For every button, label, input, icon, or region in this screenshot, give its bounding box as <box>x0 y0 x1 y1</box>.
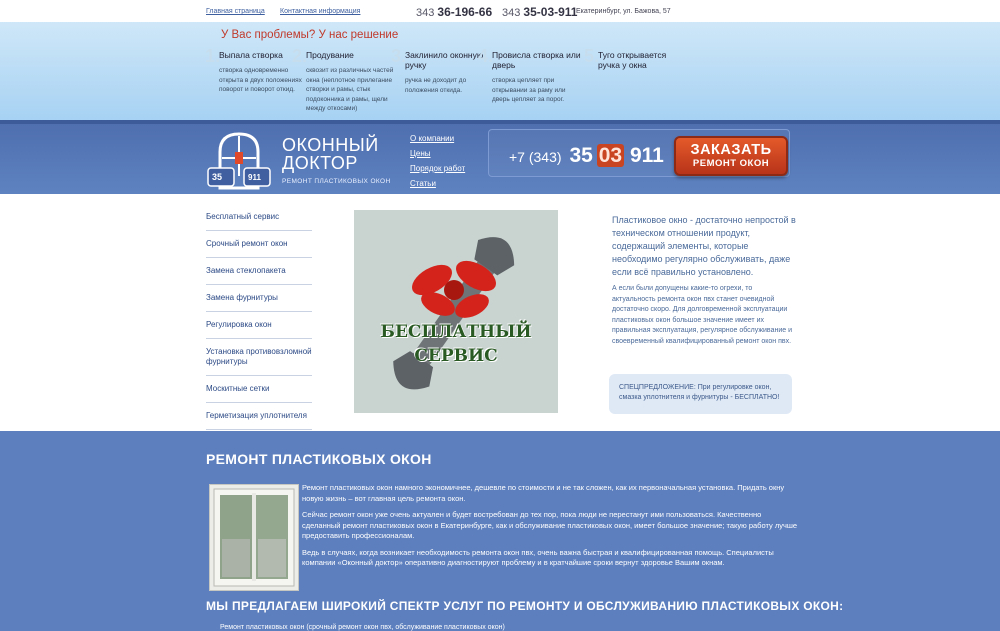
window-photo <box>209 484 299 591</box>
problems-title: У Вас проблемы? У нас решение <box>221 29 399 41</box>
top-bar <box>0 0 1000 22</box>
services-heading: МЫ ПРЕДЛАГАЕМ ШИРОКИЙ СПЕКТР УСЛУГ ПО РЕМОНТУ И ОБСЛУЖИВАНИЮ ПЛАСТИКОВЫХ ОКОН: <box>206 599 844 613</box>
nav-workflow[interactable]: Порядок работ <box>410 164 466 173</box>
article-title: РЕМОНТ ПЛАСТИКОВЫХ ОКОН <box>206 451 432 467</box>
logo-title: ОКОННЫЙ ДОКТОР <box>282 135 379 173</box>
logo-subtitle: РЕМОНТ ПЛАСТИКОВЫХ ОКОН <box>282 178 391 185</box>
side-menu <box>206 212 312 438</box>
phone-1: 343 36-196-66 <box>416 5 493 19</box>
wrench-bow-icon <box>354 210 558 413</box>
intro-paragraph: А если были допущены какие-то огрехи, то актуальность ремонта окон пвх станет очевидной достаточно скоро. Для долговременной эксплуатации пластиковых окон большое значение имеет их правильная эксплуатация, регулярное обслуживание и своевременный квалифицированный ремонт окон пвх. <box>612 285 792 345</box>
problems-band <box>0 22 1000 120</box>
intro-lead: Пластиковое окно - достаточно непростой в техническом отношении продукт, содержащий элементы, которые необходимо регулярно обслуживать, даже если всё правильно установлено. <box>612 215 796 277</box>
header-band <box>0 120 1000 194</box>
content-white <box>0 194 1000 431</box>
phone-2: 343 35-03-911 <box>502 5 578 19</box>
promo-caption: БЕСПЛАТНЫЙ СЕРВИС <box>380 322 532 366</box>
link-contacts[interactable]: Контактная информация <box>280 8 361 15</box>
services-list-item: Ремонт пластиковых окон (срочный ремонт окон пвх, обслуживание пластиковых окон) <box>220 624 505 631</box>
nav-articles[interactable]: Статьи <box>410 179 436 188</box>
address: Екатеринбург, ул. Бажова, 57 <box>576 8 671 15</box>
sidemenu-item-seal[interactable]: Герметизация уплотнителя <box>206 411 312 430</box>
sidemenu-item-adjustment[interactable]: Регулировка окон <box>206 320 312 339</box>
free-service-banner[interactable] <box>354 210 558 413</box>
problem-item: 4. Провисла створка или дверь створка цепляет при открывании за раму или дверь цепляет за порог. <box>478 46 581 103</box>
logo-window-icon <box>206 130 272 192</box>
logo[interactable]: 35 911 <box>206 130 272 192</box>
main-nav <box>410 134 465 194</box>
problem-item: 2. Продувание сквозит из различных частей окна (неплотное прилегание створки и рамы, стык подоконника и рамы, щели между откосами) <box>292 46 394 112</box>
problem-item: 1. Выпала створка створка одновременно открыта в двух положениях поворот и поворот откид. <box>205 46 302 93</box>
sidemenu-item-glass-replacement[interactable]: Замена стеклопакета <box>206 266 312 285</box>
special-offer: СПЕЦПРЕДЛОЖЕНИЕ: При регулировке окон, смазка уплотнителя и фурнитуры - БЕСПЛАТНО! <box>609 374 792 414</box>
sidemenu-item-hardware-replacement[interactable]: Замена фурнитуры <box>206 293 312 312</box>
link-home[interactable]: Главная страница <box>206 8 265 15</box>
window-photo-icon <box>210 485 298 590</box>
problem-item: 5. Туго открывается ручка у окна <box>584 46 667 70</box>
sidemenu-item-anti-burglary[interactable]: Установка противовзломной фурнитуры <box>206 347 312 376</box>
problem-item: 3. Заклинило оконную ручку ручка не доходит до положения откида. <box>391 46 484 94</box>
order-repair-button[interactable]: ЗАКАЗАТЬ РЕМОНТ ОКОН <box>674 136 788 176</box>
main-phone[interactable]: +7 (343) 35 03 911 <box>509 144 664 167</box>
sidemenu-item-mosquito-nets[interactable]: Москитные сетки <box>206 384 312 403</box>
sidemenu-item-free-service[interactable]: Бесплатный сервис <box>206 212 312 231</box>
article-body: Ремонт пластиковых окон намного экономичнее, дешевле по стоимости и не так сложен, как их первоначальная установка. Придать окну новую жизнь – вот главная цель ремонта окон. Сейчас ремонт окон уже очень актуален и будет востребован до тех пор, пока люди не перестанут ими пользоваться. Качественно сделанный ремонт пластиковых окон в Екатеринбурге, как и обслуживание пластиковых окон, имеет большое значение; такую работу лучше предоставить профессионалам. Ведь в случаях, когда возникает необходимость ремонта окон пвх, очень важна быстрая и квалифицированная помощь. Специалисты компании «Оконный доктор» оперативно диагностируют проблему и в кратчайшие сроки вернут здоровье Вашим окнам. <box>302 483 798 567</box>
nav-prices[interactable]: Цены <box>410 149 431 158</box>
sidemenu-item-urgent-repair[interactable]: Срочный ремонт окон <box>206 239 312 258</box>
nav-about[interactable]: О компании <box>410 134 455 143</box>
